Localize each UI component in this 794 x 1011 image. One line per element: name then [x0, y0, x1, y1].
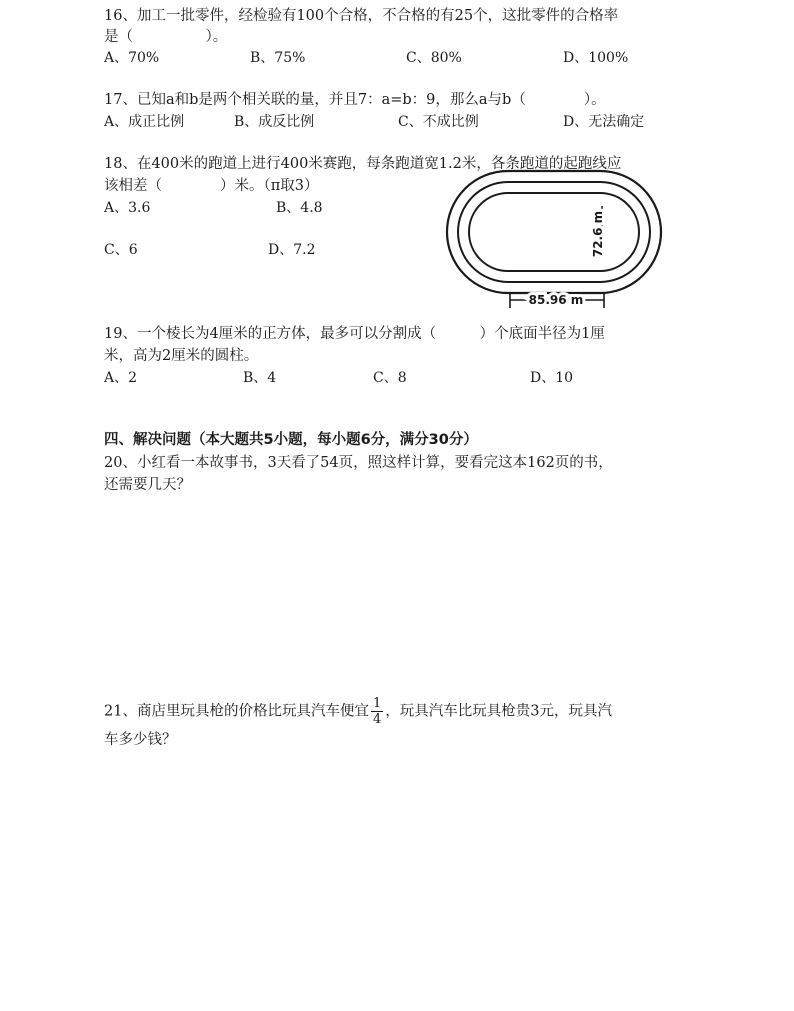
q16-text-line2: 是（ ）。 — [104, 29, 228, 45]
fraction-denominator: 4 — [372, 712, 382, 727]
q19-option-d: D、10 — [530, 370, 574, 386]
q19-option-c: C、8 — [373, 370, 407, 386]
fraction-numerator: 1 — [372, 696, 382, 711]
q18-option-a: A、3.6 — [104, 200, 151, 216]
q17-option-d: D、无法确定 — [563, 114, 645, 130]
track-middle-lane — [458, 182, 650, 282]
q20-text-line2: 还需要几天？ — [104, 477, 191, 493]
track-inner-field — [469, 193, 639, 271]
q18-option-d: D、7.2 — [268, 242, 316, 258]
q17-text-line1: 17、已知a和b是两个相关联的量，并且7：a=b：9，那么a与b（ ）。 — [104, 92, 606, 108]
track-outer-lane — [447, 171, 661, 293]
q18-text-line2: 该相差（ ）米。（π取3） — [104, 178, 319, 194]
q16-option-d: D、100% — [563, 50, 629, 66]
q18-option-b: B、4.8 — [276, 200, 323, 216]
q19-text-line1: 19、一个棱长为4厘米的正方体，最多可以分割成（ ）个底面半径为1厘 — [104, 326, 605, 342]
running-track-figure — [444, 168, 666, 314]
q17-option-c: C、不成比例 — [398, 114, 479, 130]
q20-text-line1: 20、小红看一本故事书，3天看了54页，照这样计算，要看完这本162页的书， — [104, 455, 613, 471]
q21-text-part2: ，玩具汽车比玩具枪贵3元，玩具汽 — [385, 703, 612, 720]
q18-option-c: C、6 — [104, 242, 138, 258]
q16-option-c: C、80% — [406, 50, 462, 66]
q19-option-b: B、4 — [243, 370, 277, 386]
q21-text-line2: 车多少钱？ — [104, 732, 177, 748]
q17-option-b: B、成反比例 — [234, 114, 315, 130]
width-label: 85.96 m — [528, 293, 584, 307]
q16-option-a: A、70% — [104, 50, 160, 66]
q21-text-part1: 21、商店里玩具枪的价格比玩具汽车便宜 — [104, 703, 369, 720]
height-label: 72.6 m — [591, 210, 605, 258]
q19-option-a: A、2 — [104, 370, 138, 386]
fraction-one-quarter — [371, 696, 383, 727]
q21-text-line1 — [104, 696, 612, 727]
q16-text-line1: 16、加工一批零件，经检验有100个合格，不合格的有25个，这批零件的合格率 — [104, 8, 619, 24]
section-heading: 四、解决问题（本大题共5小题，每小题6分，满分30分） — [104, 432, 478, 448]
q19-text-line2: 米，高为2厘米的圆柱。 — [104, 348, 259, 364]
q17-option-a: A、成正比例 — [104, 114, 185, 130]
q16-option-b: B、75% — [250, 50, 306, 66]
q18-text-line1: 18、在400米的跑道上进行400米赛跑，每条跑道宽1.2米，各条跑道的起跑线应 — [104, 156, 622, 172]
